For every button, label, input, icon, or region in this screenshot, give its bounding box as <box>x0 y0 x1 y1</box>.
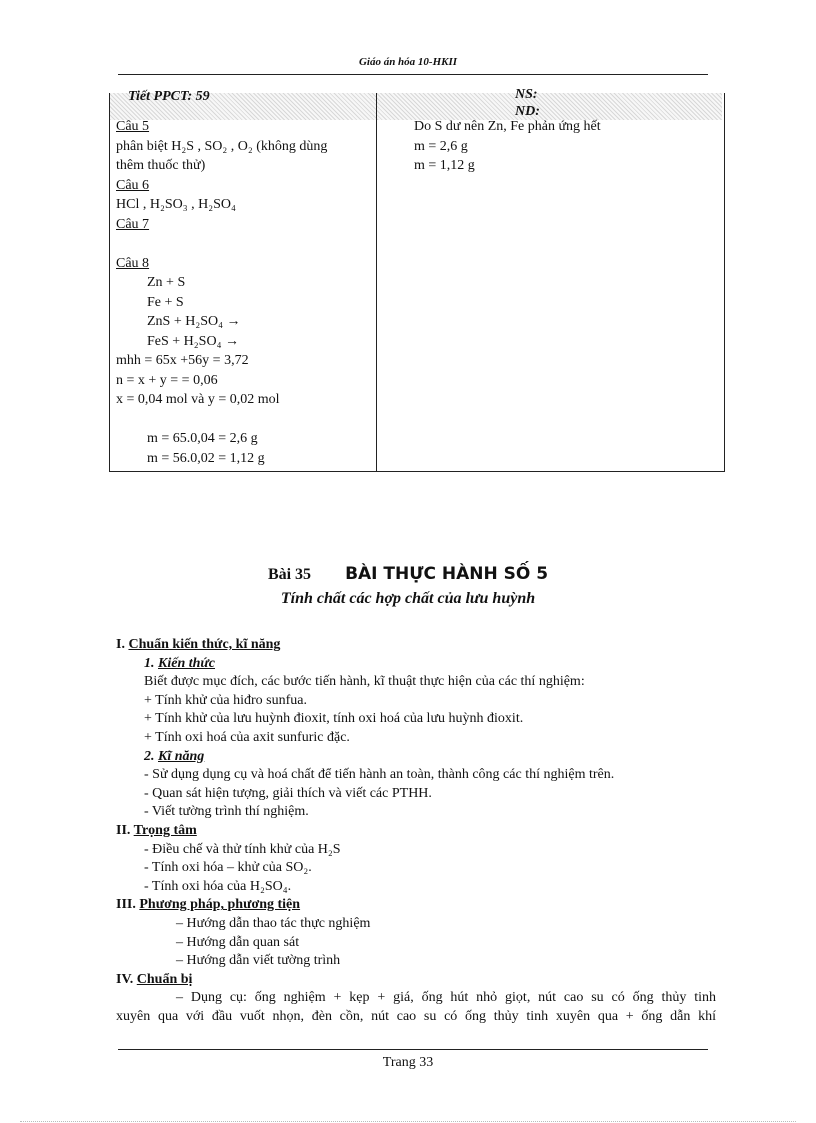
header-rule <box>118 74 708 75</box>
heading-text: Chuẩn kiến thức, kĩ năng <box>128 637 281 652</box>
table-left-line: Câu 5 <box>116 119 150 134</box>
table-left-line: ZnS + H₂SO₄ → <box>147 314 241 329</box>
heading-text: Kiến thức <box>158 655 216 671</box>
table-right-line: m = 1,12 g <box>414 158 475 173</box>
body-line: - Điều chế và thử tính khử của H₂S <box>144 841 341 857</box>
table-right-header-ns: NS: <box>515 87 538 102</box>
table-left-line: thêm thuốc thử) <box>116 158 206 173</box>
subsection-heading <box>116 655 716 674</box>
table-left-line <box>116 234 372 254</box>
heading-text: Trọng tâm <box>133 822 197 838</box>
table-right-header-nd: ND: <box>515 104 540 119</box>
body-line: – Hướng dẫn viết tường trình <box>176 953 341 969</box>
page-number: Trang 33 <box>382 1055 434 1070</box>
table-left-cell <box>116 117 372 468</box>
table-left-line: Câu 7 <box>116 216 150 232</box>
body-line: – Hướng dẫn thao tác thực nghiệm <box>176 915 371 931</box>
lesson-title: BÀI THỰC HÀNH SỐ 5 <box>345 564 549 584</box>
table-left-header: Tiết PPCT: 59 <box>128 89 210 104</box>
lesson-subtitle: Tính chất các hợp chất của lưu huỳnh <box>280 590 536 607</box>
page-bottom-border <box>20 1121 796 1122</box>
heading-text: Chuẩn bị <box>136 971 193 987</box>
section-heading <box>116 896 716 915</box>
body-line: + Tính khử của hiđro sunfua. <box>144 692 307 708</box>
table-left-line: Fe + S <box>147 294 184 310</box>
section-heading <box>116 636 716 655</box>
heading-number: 2. <box>144 748 158 764</box>
table-left-line: m = 65.0,04 = 2,6 g <box>147 431 258 446</box>
lesson-number: Bài 35 <box>267 566 312 583</box>
body-line: - Quan sát hiện tượng, giải thích và viết các PTHH. <box>144 785 432 801</box>
footer-rule <box>118 1049 708 1050</box>
heading-number: III. <box>116 897 140 913</box>
table-left-line: Zn + S <box>147 275 186 290</box>
table-left-line: n = x + y = = 0,06 <box>116 372 218 388</box>
heading-text: Phương pháp, phương tiện <box>139 897 301 913</box>
table-left-line: m = 56.0,02 = 1,12 g <box>147 450 265 466</box>
table-left-line: mhh = 65x +56y = 3,72 <box>116 353 249 368</box>
section-heading <box>116 971 716 990</box>
table-left-line: Câu 6 <box>116 177 150 193</box>
table-right-cell <box>414 117 714 176</box>
table-left-line: x = 0,04 mol và y = 0,02 mol <box>116 392 280 407</box>
table-right-line: Do S dư nên Zn, Fe phản ứng hết <box>414 119 601 134</box>
heading-number: I. <box>116 637 129 652</box>
table-left-line: Câu 8 <box>116 255 150 271</box>
body-line: - Viết tường trình thí nghiệm. <box>144 804 309 820</box>
answer-table <box>109 87 725 472</box>
body-line: - Tính oxi hóa của H₂SO₄. <box>144 878 292 894</box>
table-left-line: FeS + H₂SO₄ → <box>147 333 239 349</box>
subsection-heading <box>116 748 716 767</box>
heading-number: IV. <box>116 971 137 987</box>
body-line: + Tính oxi hoá của axit sunfuric đặc. <box>144 729 350 745</box>
table-column-divider <box>376 93 377 471</box>
body-line: – Dụng cụ: ống nghiệm + kẹp + giá, ống hút nhỏ giọt, nút cao su có ống thủy tinh <box>176 990 716 1006</box>
body-line: Biết được mục đích, các bước tiến hành, kĩ thuật thực hiện của các thí nghiệm: <box>144 674 585 690</box>
table-left-line: HCl , H₂SO₃ , H₂SO₄ <box>116 197 236 212</box>
lesson-body <box>116 636 716 1026</box>
body-line: - Tính oxi hóa – khử của SO₂. <box>144 860 312 876</box>
heading-text: Kĩ năng <box>158 748 205 764</box>
body-line: xuyên qua với đầu vuốt nhọn, đèn cồn, nút cao su có ống thủy tinh xuyên qua + ống dẫn khí <box>116 1008 716 1024</box>
lesson-heading <box>0 564 816 584</box>
table-right-line: m = 2,6 g <box>414 138 468 154</box>
body-line: - Sử dụng dụng cụ và hoá chất để tiến hành an toàn, thành công các thí nghiệm trên. <box>144 767 615 783</box>
heading-number: II. <box>116 822 134 838</box>
heading-number: 1. <box>144 655 158 671</box>
table-left-line: phân biệt H₂S , SO₂ , O₂ (không dùng <box>116 138 328 154</box>
page-header-title: Giáo án hóa 10-HKII <box>358 56 458 68</box>
section-heading <box>116 822 716 841</box>
table-left-line <box>116 410 372 430</box>
body-line: + Tính khử của lưu huỳnh đioxit, tính oxi hoá của lưu huỳnh đioxit. <box>144 711 524 727</box>
body-line: – Hướng dẫn quan sát <box>176 934 300 950</box>
